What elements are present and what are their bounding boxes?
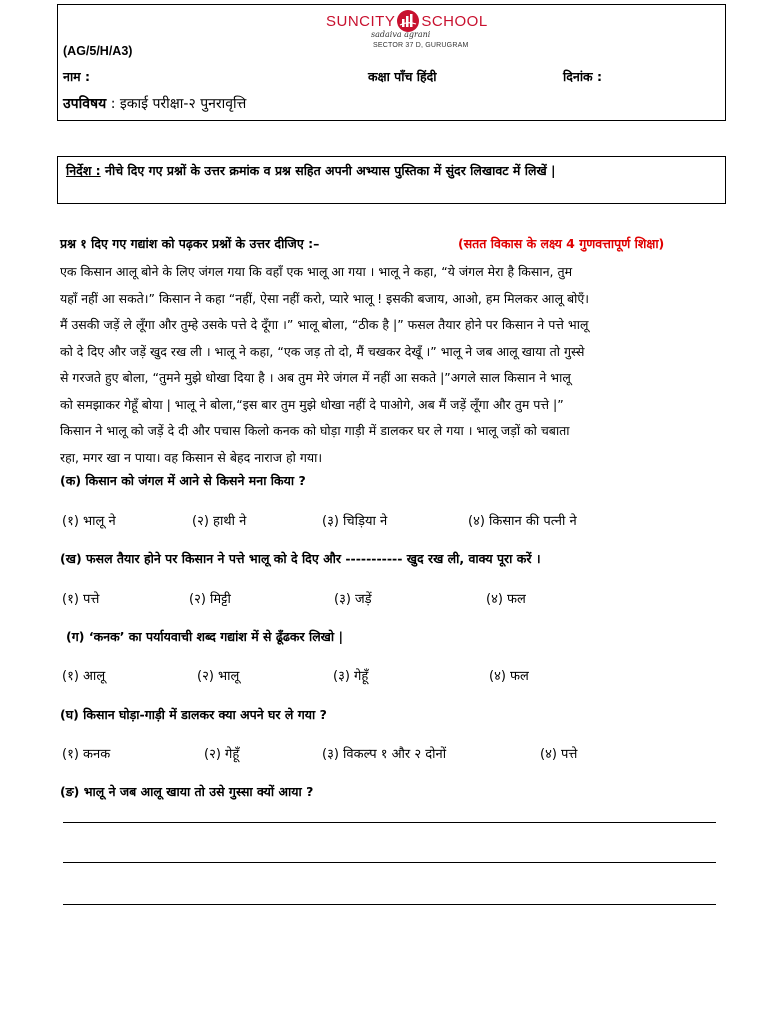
option-kha-4: (४) फल <box>486 592 526 607</box>
option-ka-1: (१) भालू ने <box>62 514 116 529</box>
passage <box>60 259 725 471</box>
instructions-box <box>57 156 726 204</box>
option-kha-1: (१) पत्ते <box>62 592 100 607</box>
subject-label: उपविषय <box>63 96 107 112</box>
sub-question-ka: (क) किसान को जंगल में आने से किसने मना किया ? <box>60 473 306 488</box>
sub-question-kha: (ख) फसल तैयार होने पर किसान ने पत्ते भालू को दे दिए और ----------- खुद रख ली, वाक्य पूरा करें । <box>60 551 541 566</box>
date-label: दिनांक : <box>563 69 603 84</box>
answer-line[interactable] <box>63 822 716 823</box>
option-kha-3: (३) जड़ें <box>334 592 372 607</box>
subject-line <box>63 94 246 113</box>
paper-code: (AG/5/H/A3) <box>63 44 133 58</box>
question-1-title: प्रश्न १ दिए गए गद्यांश को पढ़कर प्रश्नों के उत्तर दीजिए :– <box>60 236 320 251</box>
option-gha-1: (१) कनक <box>62 747 111 762</box>
option-ga-3: (३) गेहूँ <box>333 669 369 684</box>
class-label: कक्षा पाँच हिंदी <box>368 69 437 84</box>
passage-line: को समझाकर गेहूँ बोया | भालू ने बोला,“इस बार तुम मुझे धोखा नहीं दे पाओगे, अब मैं जड़ें लूँगा और तुम पत्ते |” <box>60 396 564 412</box>
school-address: SECTOR 37 D, GURUGRAM <box>373 42 469 49</box>
passage-line: को दे दिए और जड़ें खुद रख ली । भालू ने कहा, “एक जड़ तो दो, मैं चखकर देखूँ ।” भालू ने जब आलू खाया तो गुस्से <box>60 343 585 359</box>
passage-line: किसान ने भालू को जड़ें दे दी और पचास किलो कनक को घोड़ा गाड़ी में डालकर घर ले गया । भालू जड़ों को चबाता <box>60 423 570 438</box>
instructions-label: निर्देश : <box>66 163 101 178</box>
instructions <box>66 162 556 179</box>
school-name-left: SUNCITY <box>326 12 396 30</box>
answer-line[interactable] <box>63 904 716 905</box>
school-tagline: sadaiva agrani <box>371 30 431 39</box>
option-gha-4: (४) पत्ते <box>540 747 578 762</box>
option-ka-3: (३) चिड़िया ने <box>322 514 388 529</box>
answer-line[interactable] <box>63 862 716 863</box>
instructions-text: नीचे दिए गए प्रश्नों के उत्तर क्रमांक व प्रश्न सहित अपनी अभ्यास पुस्तिका में सुंदर लिखावट में लिखें | <box>100 163 556 178</box>
sub-question-nga: (ङ) भालू ने जब आलू खाया तो उसे गुस्सा क्यों आया ? <box>60 784 314 799</box>
option-ga-2: (२) भालू <box>197 669 240 684</box>
name-label: नाम : <box>63 69 91 84</box>
passage-line: एक किसान आलू बोने के लिए जंगल गया कि वहाँ एक भालू आ गया । भालू ने कहा, “ये जंगल मेरा है किसान, तुम <box>60 264 573 279</box>
option-kha-2: (२) मिट्टी <box>189 592 231 607</box>
sdg-goal-note: (सतत विकास के लक्ष्य 4 गुणवत्तापूर्ण शिक्षा) <box>458 236 665 251</box>
globe-icon <box>397 10 419 32</box>
option-ga-4: (४) फल <box>489 669 529 684</box>
school-name-right: SCHOOL <box>421 12 488 30</box>
option-ga-1: (१) आलू <box>62 669 106 684</box>
sub-question-gha: (घ) किसान घोड़ा-गाड़ी में डालकर क्या अपने घर ले गया ? <box>60 707 327 722</box>
passage-line: रहा, मगर खा न पाया। वह किसान से बेहद नाराज हो गया। <box>60 449 323 465</box>
option-ka-2: (२) हाथी ने <box>192 514 247 529</box>
subject-value: : इकाई परीक्षा-२ पुनरावृत्ति <box>110 96 247 112</box>
option-gha-3: (३) विकल्प १ और २ दोनों <box>322 747 447 762</box>
option-gha-2: (२) गेहूँ <box>204 747 240 762</box>
passage-line: मैं उसकी जड़ें ले लूँगा और तुम्हे उसके पत्ते दे दूँगा ।” भालू बोला, “ठीक है |” फसल तैयार होने पर किसान ने पत्ते भालू <box>60 317 589 332</box>
passage-line: यहाँ नहीं आ सकते।” किसान ने कहा “नहीं, ऐसा नहीं करो, प्यारे भालू ! इसकी बजाय, आओ, हम मिलकर आलू बोएँ। <box>60 290 590 306</box>
school-logo <box>326 6 540 54</box>
option-ka-4: (४) किसान की पत्नी ने <box>468 514 577 529</box>
sub-question-ga: (ग) ‘कनक’ का पर्यायवाची शब्द गद्यांश में से ढूँढकर लिखो | <box>66 629 344 644</box>
passage-line: से गरजते हुए बोला, “तुमने मुझे धोखा दिया है । अब तुम मेरे जंगल में नहीं आ सकते |”अगले साल किसान ने भालू <box>60 370 571 385</box>
